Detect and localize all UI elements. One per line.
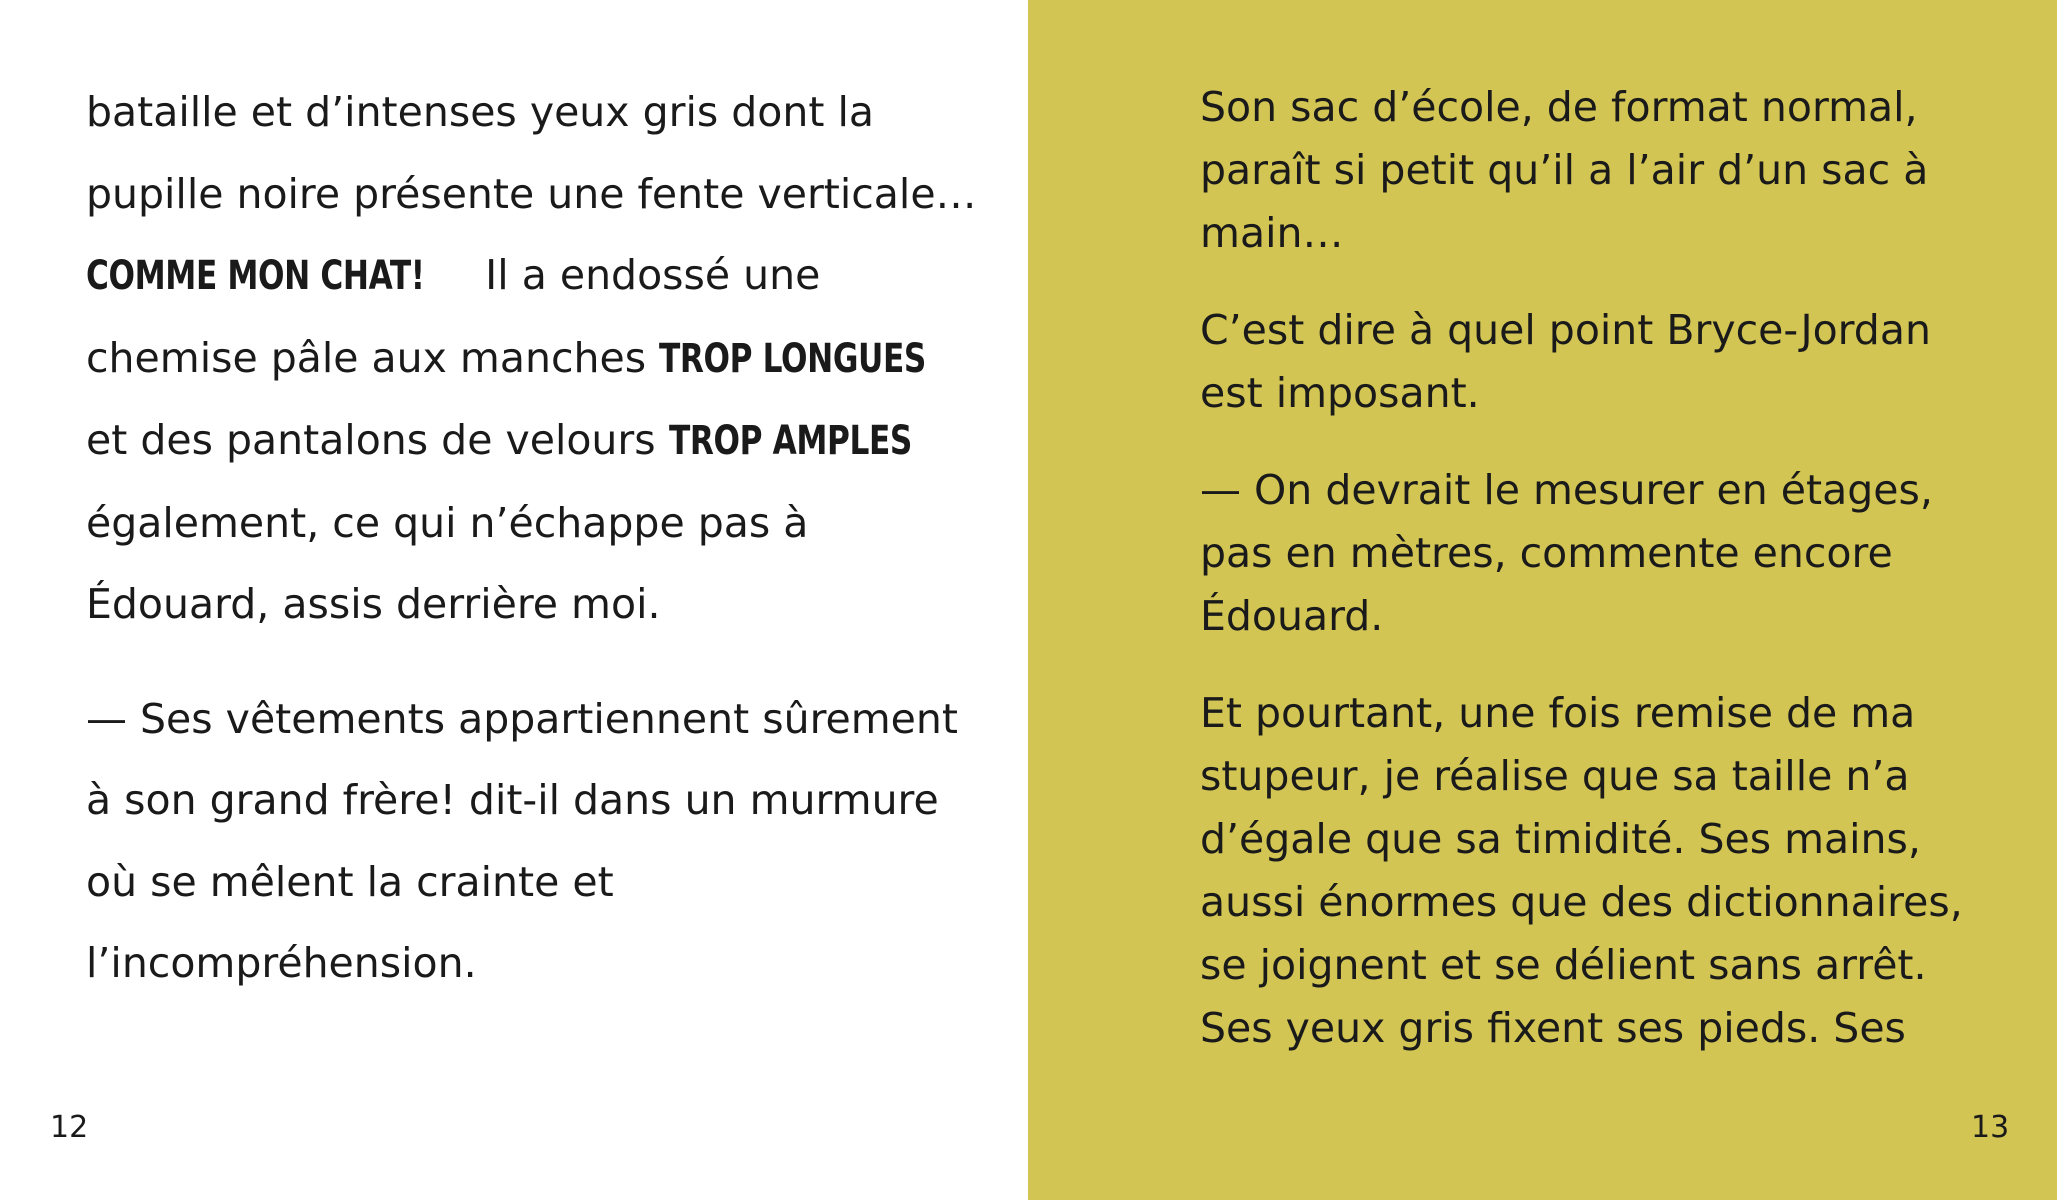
left-paragraph-1-part-2: Il a endossé une chemise pâle aux manches	[86, 251, 821, 382]
right-page	[1028, 0, 2057, 1200]
right-paragraph-4: Et pourtant, une fois remise de ma stupeur, je réalise que sa taille n’a d’égale que sa timidité. Ses mains, aussi énormes que des dictionnaires, se joignent et se délient sans arrêt. Ses yeux gris fixent ses pieds. Ses	[1200, 689, 1963, 1052]
left-page-text	[86, 72, 986, 1005]
page-number-right: 13	[1971, 1110, 2010, 1145]
left-paragraph-1-part-1: bataille et d’intenses yeux gris dont la pupille noire présente une fente verticale…	[86, 88, 977, 218]
left-paragraph-1	[86, 72, 986, 646]
right-paragraph-2: C’est dire à quel point Bryce-Jordan est imposant.	[1200, 306, 1931, 417]
page-number-left: 12	[50, 1110, 89, 1145]
right-page-text	[1200, 76, 2000, 1094]
emphasis-trop-amples: TROP AMPLES	[668, 418, 912, 464]
emphasis-comme-mon-chat: COMME MON CHAT!	[86, 253, 425, 299]
left-paragraph-1-part-3: et des pantalons de velours	[86, 416, 669, 464]
emphasis-trop-longues: TROP LONGUES	[659, 335, 927, 382]
right-paragraph-3: — On devrait le mesurer en étages, pas en mètres, commente encore Édouard.	[1200, 466, 1933, 640]
left-page	[0, 0, 1028, 1200]
right-paragraph-1: Son sac d’école, de format normal, paraît si petit qu’il a l’air d’un sac à main…	[1200, 83, 1929, 257]
left-paragraph-2: — Ses vêtements appartiennent sûrement à son grand frère! dit-il dans un murmure où se mêlent la crainte et l’incompréhension.	[86, 694, 958, 987]
left-paragraph-1-part-4: également, ce qui n’échappe pas à Édouard, assis derrière moi.	[86, 498, 809, 628]
